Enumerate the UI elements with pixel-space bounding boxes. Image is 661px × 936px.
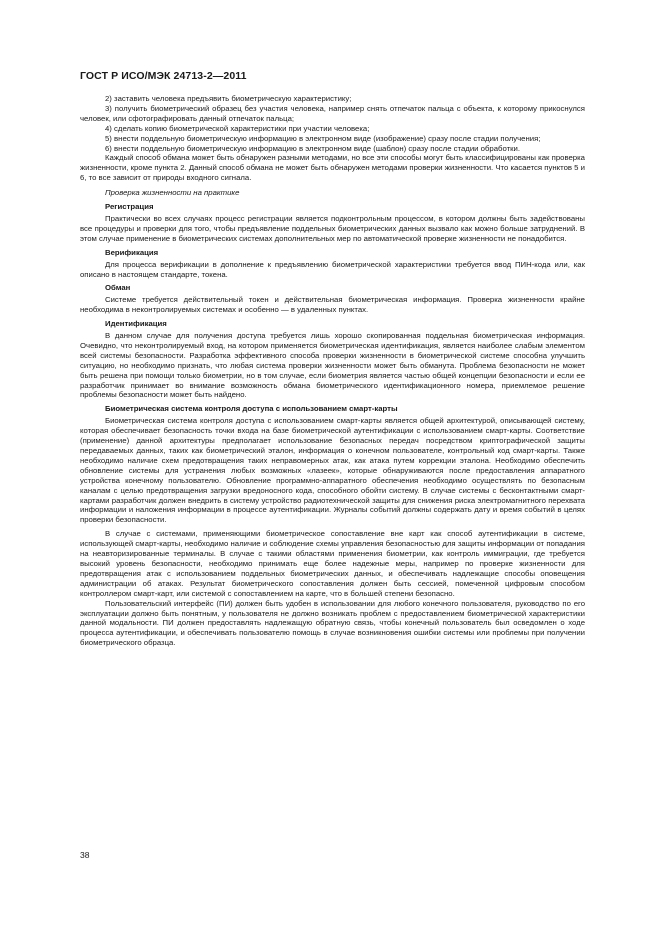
list-item: 4) сделать копию биометрической характеристики при участии человека; — [105, 123, 370, 133]
section-heading-exchange: Обман — [105, 283, 131, 293]
page-number: 38 — [80, 850, 90, 860]
paragraph-identification: В данном случае для получения доступа требуется лишь хорошо скопированная поддельная биометрическая информация. Очевидно, что неконтролируемый вход, на котором применяется биометрическая идентификация, является наиболее слабым элементом всей системы безопасности. Разработка эффективного способа проверки жизненности в биометрической системе способна улучшить ситуацию, но необходимо признать, что любая система проверки жизненности может быть обманута. Проблема безопасности не может быть решена при помощи только биометрии, но в том случае, если биометрия является частью общей концепции безопасности и если ее разработчик принимает во внимание возможность обмана биометрического идентификационного номера, приемлемое решение проблемы безопасности может быть найдено. — [80, 331, 585, 400]
page-content — [80, 94, 585, 648]
paragraph-smartcard: В случае с системами, применяющими биометрическое сопоставление вне карт как способ аутентификации в системе, использующей смарт-карты, необходимо наличие и соблюдение схемы управления безопасностью для защиты информации от попадания на неавторизированные терминалы. В случае с такими областями применения биометрии, как контроль иммиграции, где требуется высокий уровень безопасности, необходимо принимать еще более надежные меры, например по проверке жизненности для предотвращения атак с использованием поддельных биометрических данных, и обеспечивать надлежащие способы оповещения администрации об атаках. Результат биометрического сопоставления должен быть сессией, помеченной цифровым способом контроллером смарт-карт, или системой с сопоставлением на карте, что в большей степени безопасно. — [80, 529, 585, 598]
section-heading-identification: Идентификация — [105, 319, 167, 329]
section-heading-verification: Верификация — [105, 247, 159, 257]
paragraph-smartcard: Биометрическая система контроля доступа с использованием смарт-карты является общей архитектурой, описывающей систему, которая обеспечивает безопасность точки входа на базе биометрической аутентификации с использованием смарт-карты. Соответствие (применение) данной архитектуры предполагает использование безопасных передач посредством криптографической защиты передаваемых данных, таких как биометрический эталон, информация о конечном пользователе, контрольный код смарт-карты. Также необходимо наличие схем предотвращения таких неправомерных атак, как атака путем коррекции эталона. Необходимо обеспечить обновление системы для устранения любых возможных «лазеек», которые обнаруживаются после предоставления аппаратного устройства конечному пользователю. Обновление программно-аппаратного обеспечения необходимо осуществлять по безопасным каналам с целью предотвращения загрузки вредоносного кода, способного обойти систему. В случае системы с бесконтактными смарт-картами разработчик должен внедрить в систему устройство радиотехнической защиты для снижения риска электромагнитного перехвата информации и наложения информации в процессе аутентификации. Журналы событий должны содержать дату и время событий в целях проверки безопасности. — [80, 416, 585, 525]
list-item: 6) внести поддельную биометрическую информацию в электронном виде (шаблон) сразу после стадии обработки. — [105, 143, 521, 153]
intro-paragraph: Каждый способ обмана может быть обнаружен разными методами, но все эти способы могут быть классифицированы как проверка жизненности, кроме пункта 2. Данный способ обмана не может быть обнаружен методами проверки жизненности. Что касается пунктов 5 и 6, то все зависит от природы входного сигнала. — [80, 153, 585, 183]
list-item: 2) заставить человека предъявить биометрическую характеристику; — [105, 94, 352, 103]
standard-header: ГОСТ Р ИСО/МЭК 24713-2—2011 — [80, 70, 247, 82]
practice-heading: Проверка жизненности на практике — [105, 188, 240, 198]
paragraph-smartcard: Пользовательский интерфейс (ПИ) должен быть удобен в использовании для любого конечного пользователя, руководство по его эксплуатации должно быть понятным, у пользователя не должно возникать проблем с предоставлением биометрической характеристики данной модальности. ПИ должен предоставлять надлежащую обратную связь, чтобы конечный пользователь был осведомлен о ходе процесса аутентификации, и обеспечивать пользователю помощь в случае возникновения ошибки системы или проблемы при получении биометрического образца. — [80, 598, 585, 648]
paragraph-verification: Для процесса верификации в дополнение к предъявлению биометрической характеристики требуется ввод ПИН-кода или, как описано в настоящем стандарте, токена. — [80, 259, 585, 279]
paragraph-exchange: Системе требуется действительный токен и действительная биометрическая информация. Проверка жизненности крайне необходима в неконтролируемых системах и особенно — в удаленных пунктах. — [80, 295, 585, 315]
section-heading-smartcard: Биометрическая система контроля доступа с использованием смарт-карты — [105, 404, 398, 414]
list-item: 5) внести поддельную биометрическую информацию в электронном виде (изображение) сразу после стадии получения; — [105, 133, 541, 143]
list-item: 3) получить биометрический образец без участия человека, например снять отпечаток пальца с объекта, к которому прикоснулся человек, или сфотографировать данный отпечаток пальца; — [80, 103, 585, 123]
paragraph-registration: Практически во всех случаях процесс регистрации является подконтрольным процессом, в котором должны быть задействованы все процедуры и проверки для того, чтобы предъявление поддельных биометрических данных вызвало как можно больше затруднений. В этом случае применение в биометрических системах дополнительных мер по автоматической проверке жизненности не понадобится. — [80, 213, 585, 243]
section-heading-registration: Регистрация — [105, 202, 154, 212]
